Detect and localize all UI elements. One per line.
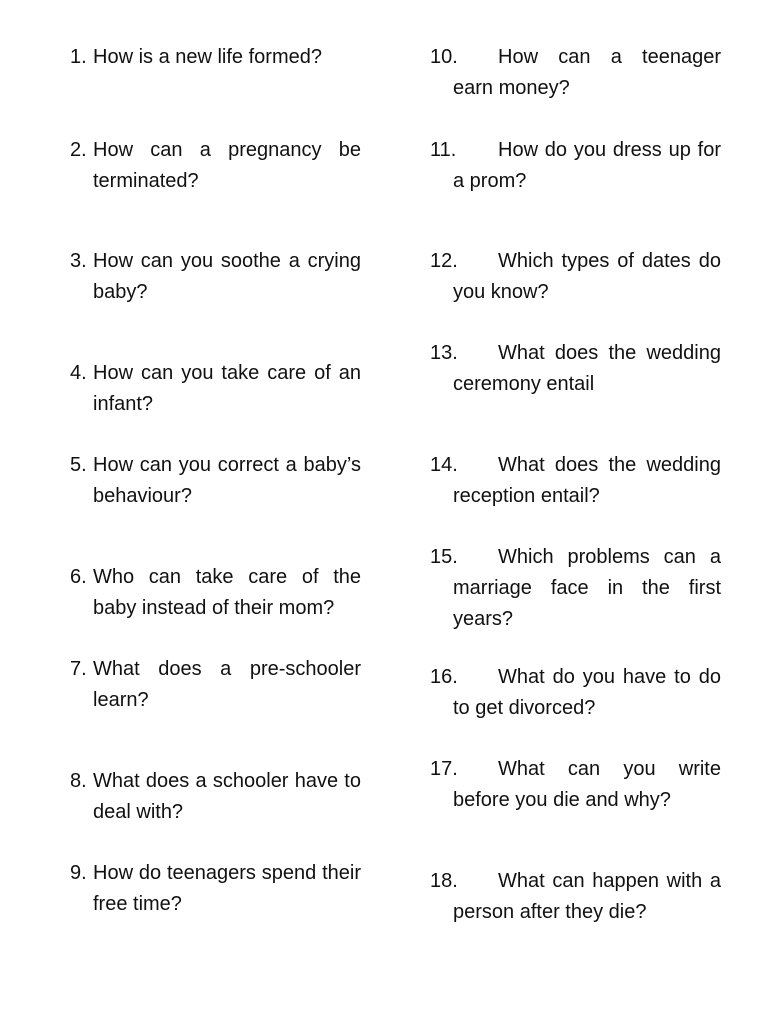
question-text: How can a teenager earn money? bbox=[453, 46, 721, 99]
question-text: What does the wedding ceremony entail bbox=[453, 342, 721, 395]
question-number: 4. bbox=[70, 362, 87, 384]
question-text: How is a new life formed? bbox=[93, 46, 322, 68]
question-number: 14. bbox=[430, 454, 458, 476]
question-number: 3. bbox=[70, 250, 87, 272]
question-16 bbox=[430, 662, 721, 724]
question-text: How can you take care of an infant? bbox=[93, 362, 361, 415]
question-8 bbox=[70, 766, 361, 828]
question-number: 7. bbox=[70, 658, 87, 680]
question-number: 13. bbox=[430, 342, 458, 364]
question-5 bbox=[70, 450, 361, 512]
question-text: What does a schooler have to deal with? bbox=[93, 770, 361, 823]
question-text: How can a pregnancy be terminated? bbox=[93, 139, 361, 192]
question-number: 10. bbox=[430, 46, 458, 68]
question-number: 6. bbox=[70, 566, 87, 588]
question-1 bbox=[70, 42, 361, 73]
question-text: Who can take care of the baby instead of their mom? bbox=[93, 566, 361, 619]
question-text: How do teenagers spend their free time? bbox=[93, 862, 361, 915]
question-number: 16. bbox=[430, 666, 458, 688]
question-text-block bbox=[430, 450, 721, 512]
question-number: 8. bbox=[70, 770, 87, 792]
question-7 bbox=[70, 654, 361, 716]
question-text-block bbox=[430, 135, 721, 197]
question-text: What do you have to do to get divorced? bbox=[453, 666, 721, 719]
question-text: How do you dress up for a prom? bbox=[453, 139, 721, 192]
question-text-block bbox=[430, 542, 721, 635]
question-text: What does the wedding reception entail? bbox=[453, 454, 721, 507]
question-text-block bbox=[430, 866, 721, 928]
question-number: 15. bbox=[430, 546, 458, 568]
question-number: 9. bbox=[70, 862, 87, 884]
question-text: What can happen with a person after they die? bbox=[453, 870, 721, 923]
question-text-block bbox=[430, 338, 721, 400]
question-number: 12. bbox=[430, 250, 458, 272]
question-15 bbox=[430, 542, 721, 635]
question-number: 18. bbox=[430, 870, 458, 892]
question-9 bbox=[70, 858, 361, 920]
question-number: 17. bbox=[430, 758, 458, 780]
question-10 bbox=[430, 42, 721, 104]
question-text: Which types of dates do you know? bbox=[453, 250, 721, 303]
question-13 bbox=[430, 338, 721, 400]
question-11 bbox=[430, 135, 721, 197]
question-text-block bbox=[430, 42, 721, 104]
question-text: What can you write before you die and why? bbox=[453, 758, 721, 811]
question-18 bbox=[430, 866, 721, 928]
question-number: 11. bbox=[430, 139, 457, 161]
question-text-block bbox=[430, 754, 721, 816]
question-text-block bbox=[430, 246, 721, 308]
question-text: How can you soothe a crying baby? bbox=[93, 250, 361, 303]
question-6 bbox=[70, 562, 361, 624]
question-number: 1. bbox=[70, 46, 87, 68]
question-text: What does a pre-schooler learn? bbox=[93, 658, 361, 711]
question-4 bbox=[70, 358, 361, 420]
question-17 bbox=[430, 754, 721, 816]
question-number: 5. bbox=[70, 454, 87, 476]
question-2 bbox=[70, 135, 361, 197]
question-number: 2. bbox=[70, 139, 87, 161]
question-text-block bbox=[430, 662, 721, 724]
question-3 bbox=[70, 246, 361, 308]
question-text: Which problems can a marriage face in the first years? bbox=[453, 546, 721, 630]
question-12 bbox=[430, 246, 721, 308]
question-14 bbox=[430, 450, 721, 512]
question-text: How can you correct a baby’s behaviour? bbox=[93, 454, 361, 507]
